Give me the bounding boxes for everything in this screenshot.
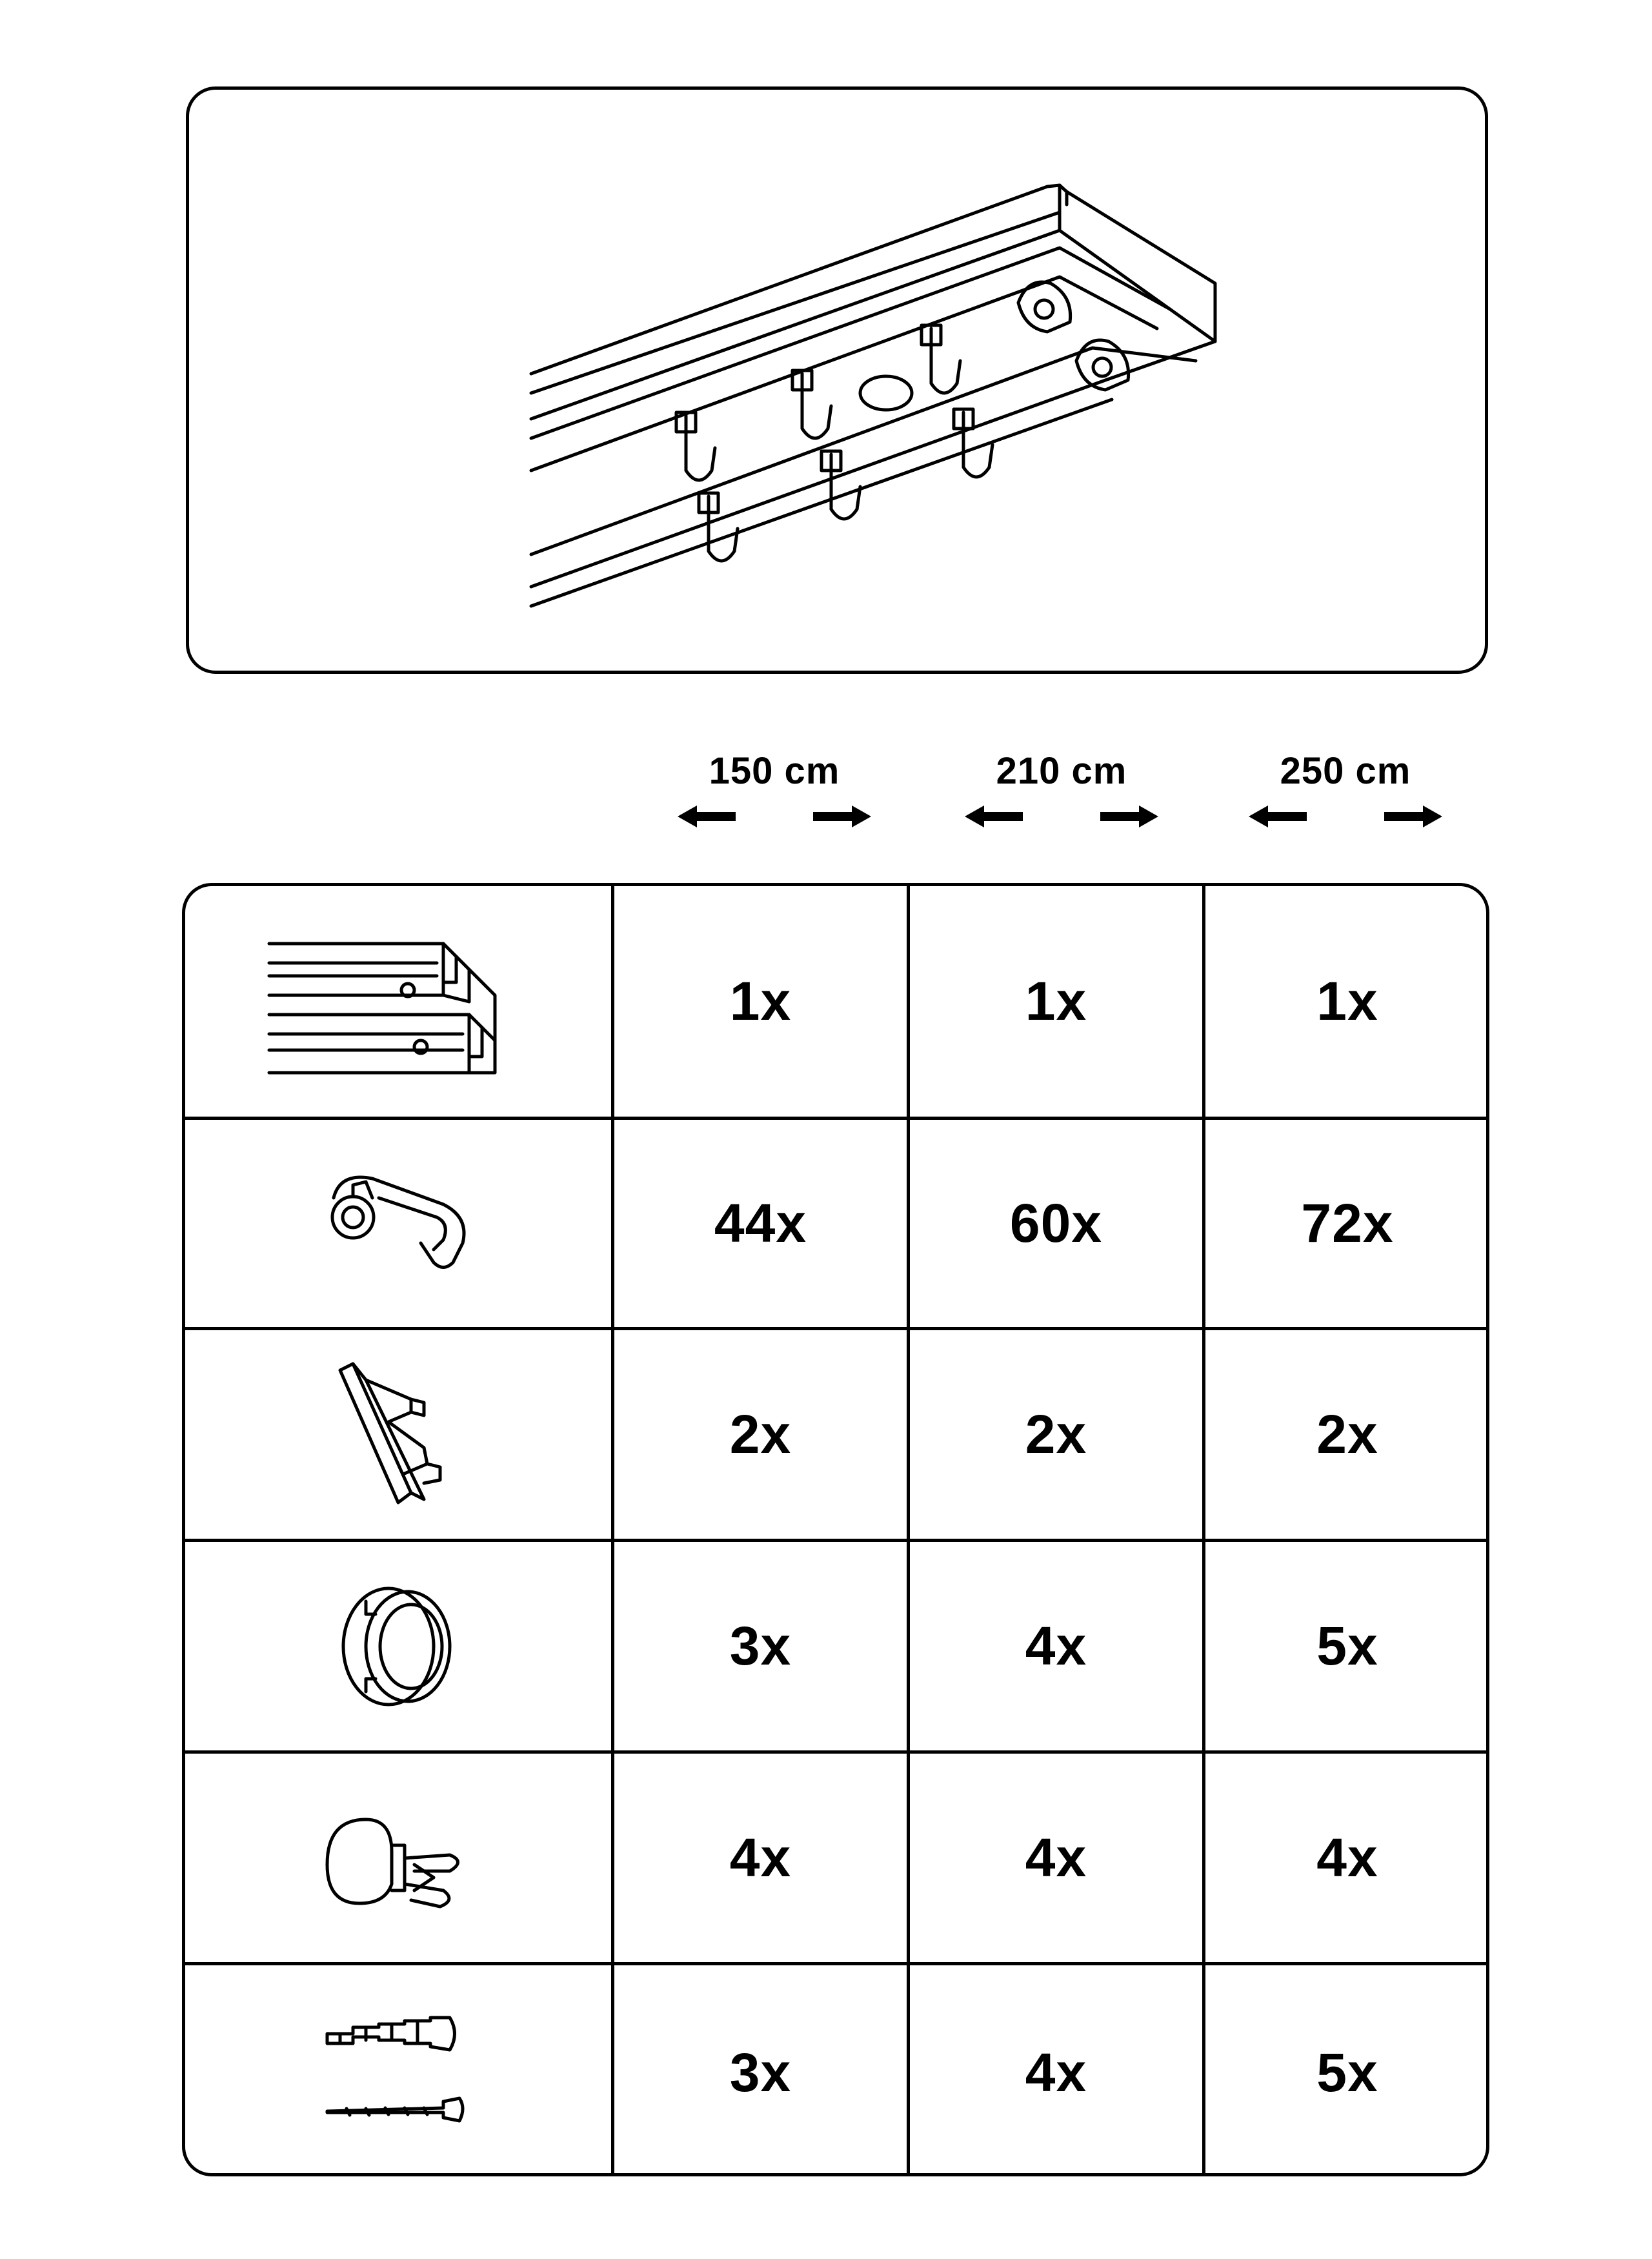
length-150: [678, 749, 871, 833]
part-icon-cell: [185, 1754, 614, 1962]
part-icon-cell: [185, 1542, 614, 1750]
glider-icon: [922, 325, 960, 393]
parts-table: [182, 883, 1489, 2176]
double-arrow-icon: [678, 800, 871, 833]
length-label: 150 cm: [709, 750, 840, 792]
quantity-cell: 1x: [1316, 971, 1378, 1031]
length-210: [965, 749, 1158, 833]
quantity-cell: 4x: [614, 1754, 910, 1962]
quantity-cell: 2x: [614, 1330, 910, 1539]
stopper-icon: [1018, 282, 1071, 332]
glider-icon: [676, 412, 715, 480]
quantity-cell: 3x: [614, 1542, 910, 1750]
stopper-ring-icon: [327, 1575, 469, 1717]
part-icon-cell: [185, 886, 614, 1117]
table-row: [185, 1542, 1486, 1754]
curtain-track-illustration: [189, 90, 1485, 671]
quantity-cell: 4x: [910, 1965, 1205, 2176]
part-icon-cell: [185, 1120, 614, 1327]
quantity-cell: 3x: [614, 1965, 910, 2176]
table-row: [185, 886, 1486, 1120]
part-icon-cell: [185, 1330, 614, 1539]
length-250: [1249, 749, 1442, 833]
quantity-cell: 4x: [910, 1542, 1205, 1750]
quantity-cell: 2x: [1316, 1404, 1378, 1464]
glider-icon: [821, 451, 860, 519]
glider-icon: [699, 493, 738, 561]
table-row: [185, 1965, 1486, 2176]
double-arrow-icon: [965, 800, 1158, 833]
part-icon-cell: [185, 1965, 614, 2176]
product-illustration-frame: [186, 86, 1488, 674]
double-arrow-icon: [1249, 800, 1442, 833]
quantity-cell: 44x: [614, 1120, 910, 1327]
length-label: 210 cm: [996, 750, 1127, 792]
glider-hook-icon: [314, 1159, 482, 1288]
table-row: [185, 1754, 1486, 1965]
quantity-cell: 60x: [910, 1120, 1205, 1327]
quantity-cell: 4x: [1316, 1827, 1378, 1888]
dowel-screw-icon: [314, 1995, 482, 2150]
quantity-cell: 72x: [1301, 1193, 1394, 1253]
double-rail-icon: [263, 918, 534, 1086]
quantity-cell: 4x: [910, 1754, 1205, 1962]
quantity-cell: 1x: [614, 886, 910, 1117]
table-row: [185, 1120, 1486, 1330]
quantity-cell: 1x: [910, 886, 1205, 1117]
quantity-cell: 2x: [910, 1330, 1205, 1539]
table-row: [185, 1330, 1486, 1542]
quantity-cell: 5x: [1316, 1616, 1378, 1676]
length-headers: [0, 749, 1652, 865]
end-cap-icon: [314, 1351, 482, 1519]
length-label: 250 cm: [1280, 750, 1411, 792]
clip-bracket-icon: [314, 1794, 482, 1923]
quantity-cell: 5x: [1316, 2041, 1378, 2103]
glider-icon: [792, 370, 831, 438]
